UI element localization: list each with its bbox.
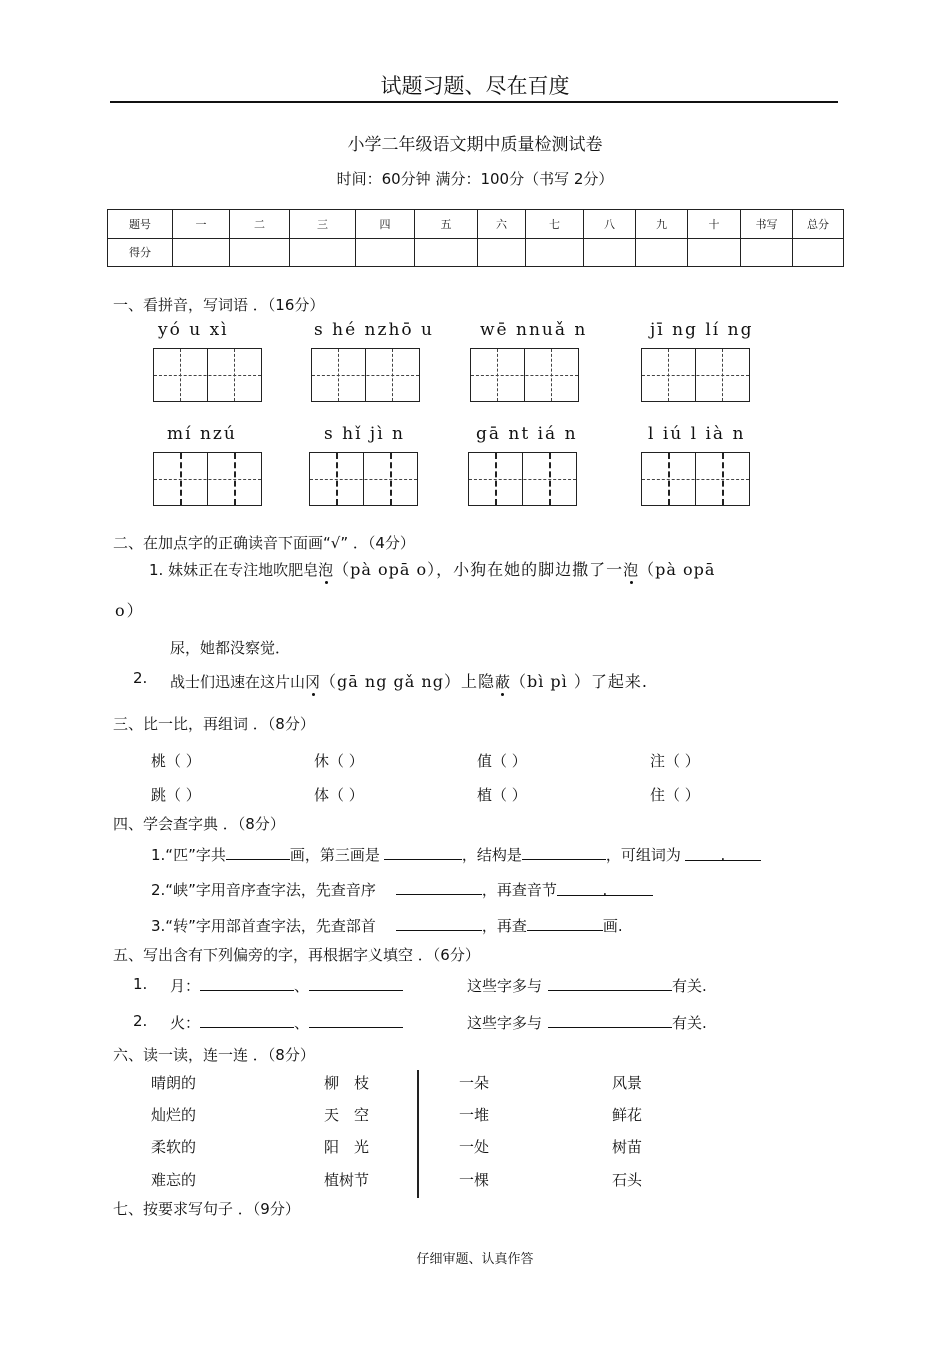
- match-item[interactable]: 石头: [612, 1171, 643, 1189]
- score-table-col-header: 九: [636, 210, 688, 239]
- pinyin-prompt: gā nt iá n: [476, 424, 578, 444]
- match-item[interactable]: 植树节: [324, 1171, 370, 1189]
- question-text: 有关.: [672, 977, 707, 995]
- exam-subtitle: 时间：60分钟 满分：100分（书写 2分）: [336, 170, 614, 188]
- writing-grid[interactable]: [468, 452, 577, 506]
- section-5-heading: 五、写出含有下列偏旁的字，再根据字义填空 ．（6分）: [113, 946, 480, 964]
- pinyin-prompt: mí nzú: [167, 424, 237, 444]
- question-5-1-tail: [467, 975, 707, 996]
- question-2-2: [170, 669, 648, 692]
- pinyin-prompt: yó u xì: [158, 320, 229, 340]
- score-table-score-row: [108, 238, 844, 267]
- match-item[interactable]: 难忘的: [151, 1171, 197, 1189]
- question-text: ，再查音节: [481, 881, 557, 899]
- question-text: 战士们迅速在这片山: [170, 673, 306, 691]
- score-table-col-header: 二: [230, 210, 290, 239]
- score-cell[interactable]: [584, 238, 636, 267]
- match-item[interactable]: 天 空: [324, 1106, 370, 1124]
- score-cell[interactable]: [290, 238, 356, 267]
- score-table-row-label: 题号: [108, 210, 173, 239]
- answer-blank[interactable]: [309, 1013, 403, 1028]
- match-item[interactable]: 阳 光: [324, 1138, 370, 1156]
- score-cell[interactable]: [526, 238, 584, 267]
- answer-blank[interactable]: [557, 881, 653, 899]
- pinyin-prompt: s hé nzhō u: [314, 320, 434, 340]
- match-item[interactable]: 鲜花: [612, 1106, 643, 1124]
- score-table-col-header: 七: [526, 210, 584, 239]
- question-text: 2.“峡”字用音序查字法，先查音序: [151, 881, 376, 899]
- score-cell[interactable]: [478, 238, 526, 267]
- score-table-row-label: 得分: [108, 238, 173, 267]
- question-text: 画，第三画是: [289, 846, 380, 864]
- compare-word-item: 住（ ）: [650, 786, 700, 804]
- writing-grid[interactable]: [470, 348, 579, 402]
- score-table-header-row: [108, 210, 844, 239]
- question-text: ，再查: [481, 917, 527, 935]
- question-text: 1. 妹妹正在专注地吹肥皂: [149, 561, 319, 579]
- match-item[interactable]: 一朵: [459, 1074, 490, 1092]
- separator: 、: [294, 1014, 310, 1032]
- score-table: [107, 209, 844, 267]
- question-text: 这些字多与: [467, 1014, 543, 1032]
- dotted-char: 蔽: [494, 673, 510, 691]
- question-2-1-wrap: o）: [115, 601, 145, 620]
- radical-label: 火：: [170, 1014, 201, 1032]
- score-table-col-header: 六: [478, 210, 526, 239]
- question-4-3: [151, 915, 623, 936]
- score-cell[interactable]: [173, 238, 230, 267]
- pinyin-options: （gā ng gǎ ng）上隐: [320, 672, 495, 691]
- dotted-char: 泡: [623, 561, 639, 579]
- score-cell[interactable]: [356, 238, 415, 267]
- pinyin-prompt: l iú l ià n: [648, 424, 746, 444]
- compare-word-item: 桃（ ）: [151, 752, 201, 770]
- match-item[interactable]: 风景: [612, 1074, 643, 1092]
- page-footer: 仔细审题、认真作答: [416, 1252, 534, 1267]
- answer-blank[interactable]: [200, 1013, 294, 1028]
- question-5-1: [170, 975, 403, 996]
- dotted-char: 泡: [318, 561, 334, 579]
- score-table-col-header: 总分: [793, 210, 844, 239]
- pinyin-options: （pà opā o），小狗在她的脚边撒了一: [333, 560, 624, 579]
- match-item[interactable]: 一棵: [459, 1171, 490, 1189]
- match-item[interactable]: 柔软的: [151, 1138, 197, 1156]
- match-item[interactable]: 一堆: [459, 1106, 490, 1124]
- answer-blank[interactable]: [548, 976, 672, 991]
- section-6-heading: 六、读一读，连一连 ．（8分）: [113, 1046, 315, 1064]
- score-table-col-header: 三: [290, 210, 356, 239]
- question-4-1: [151, 844, 761, 865]
- question-text: 这些字多与: [467, 977, 543, 995]
- score-cell[interactable]: [741, 238, 793, 267]
- score-cell[interactable]: [636, 238, 688, 267]
- answer-blank[interactable]: [396, 916, 482, 931]
- score-table-col-header: 书写: [741, 210, 793, 239]
- question-5-2-tail: [467, 1012, 707, 1033]
- question-4-2: [151, 879, 653, 900]
- question-text: 画.: [602, 917, 623, 935]
- match-item[interactable]: 灿烂的: [151, 1106, 197, 1124]
- header-divider: [110, 101, 838, 103]
- question-2-1-cont: 尿，她都没察觉．: [170, 639, 291, 657]
- answer-blank[interactable]: [522, 845, 606, 860]
- question-5-2-number: 2.: [133, 1012, 148, 1030]
- question-text: 3.“转”字用部首查字法，先查部首: [151, 917, 376, 935]
- writing-grid[interactable]: [641, 348, 750, 402]
- score-cell[interactable]: [415, 238, 478, 267]
- writing-grid[interactable]: [153, 452, 262, 506]
- compare-word-item: 休（ ）: [314, 752, 364, 770]
- writing-grid[interactable]: [153, 348, 262, 402]
- exam-title: 小学二年级语文期中质量检测试卷: [347, 135, 603, 155]
- answer-blank[interactable]: [396, 880, 482, 895]
- question-2-1: [149, 557, 715, 580]
- answer-blank[interactable]: [685, 846, 761, 864]
- score-cell[interactable]: [688, 238, 741, 267]
- separator: 、: [294, 977, 310, 995]
- writing-grid[interactable]: [309, 452, 418, 506]
- answer-blank[interactable]: [384, 845, 462, 860]
- question-5-1-number: 1.: [133, 975, 148, 993]
- pinyin-prompt: s hǐ jì n: [324, 424, 405, 444]
- question-5-2: [170, 1012, 403, 1033]
- question-2-2-number: 2.: [133, 669, 148, 687]
- match-item[interactable]: 柳 枝: [324, 1074, 370, 1092]
- question-text: 1.“匹”字共: [151, 846, 226, 864]
- pinyin-options: （pà opā: [638, 560, 716, 579]
- match-item[interactable]: 晴朗的: [151, 1074, 197, 1092]
- compare-word-item: 注（ ）: [650, 752, 700, 770]
- section-1-heading: 一、看拼音，写词语 ．（16分）: [113, 296, 325, 314]
- dotted-char: 冈: [305, 673, 321, 691]
- pinyin-prompt: wē nnuǎ n: [480, 320, 588, 340]
- score-cell[interactable]: [793, 238, 844, 267]
- answer-blank[interactable]: [548, 1013, 672, 1028]
- answer-blank[interactable]: [200, 976, 294, 991]
- compare-word-item: 植（ ）: [477, 786, 527, 804]
- match-item[interactable]: 树苗: [612, 1138, 643, 1156]
- page-header-title: 试题习题、尽在百度: [380, 74, 570, 98]
- match-divider: [417, 1070, 419, 1198]
- blank-period: .: [720, 846, 726, 864]
- score-table-col-header: 四: [356, 210, 415, 239]
- writing-grid[interactable]: [641, 452, 750, 506]
- section-2-heading: 二、在加点字的正确读音下面画“√” ．（4分）: [113, 534, 415, 552]
- pinyin-options: （bì pì ）了起来.: [509, 672, 648, 691]
- answer-blank[interactable]: [226, 845, 290, 860]
- blank-period: .: [602, 881, 608, 899]
- section-7-heading: 七、按要求写句子 ．（9分）: [113, 1200, 300, 1218]
- match-item[interactable]: 一处: [459, 1138, 490, 1156]
- compare-word-item: 值（ ）: [477, 752, 527, 770]
- score-table-col-header: 一: [173, 210, 230, 239]
- compare-word-item: 体（ ）: [314, 786, 364, 804]
- radical-label: 月：: [170, 977, 201, 995]
- answer-blank[interactable]: [309, 976, 403, 991]
- score-table-col-header: 五: [415, 210, 478, 239]
- answer-blank[interactable]: [527, 916, 603, 931]
- question-text: 有关.: [672, 1014, 707, 1032]
- pinyin-prompt: jī ng lí ng: [650, 320, 754, 340]
- score-table-col-header: 八: [584, 210, 636, 239]
- question-text: ，可组词为: [605, 846, 681, 864]
- question-text: ，结构是: [461, 846, 522, 864]
- score-cell[interactable]: [230, 238, 290, 267]
- score-table-col-header: 十: [688, 210, 741, 239]
- section-4-heading: 四、学会查字典 ．（8分）: [113, 815, 285, 833]
- compare-word-item: 跳（ ）: [151, 786, 201, 804]
- writing-grid[interactable]: [311, 348, 420, 402]
- section-3-heading: 三、比一比，再组词 ．（8分）: [113, 715, 315, 733]
